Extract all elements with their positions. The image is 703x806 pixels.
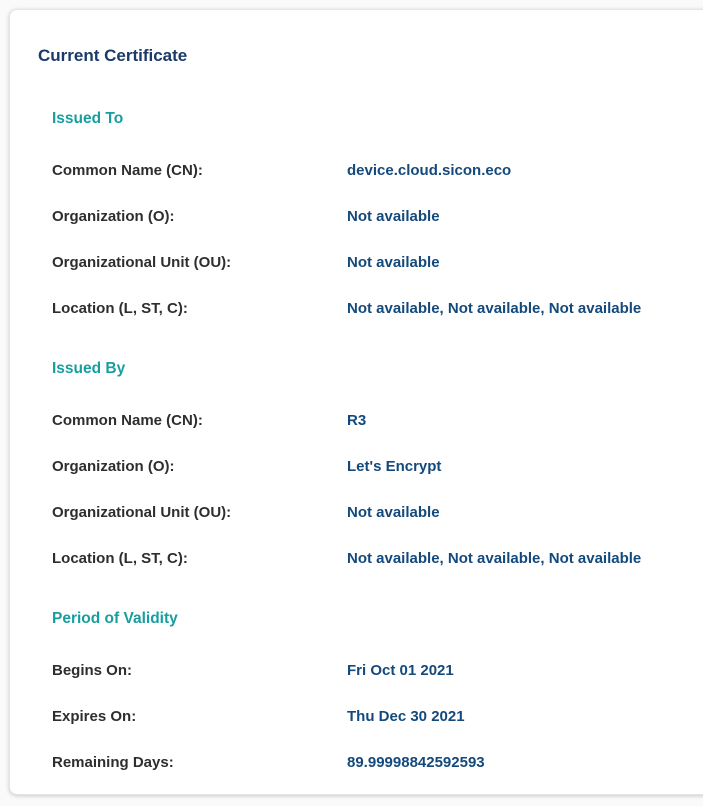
section-heading-period-of-validity: Period of Validity: [52, 610, 178, 627]
field-label: Location (L, ST, C):: [52, 549, 188, 567]
field-value: Thu Dec 30 2021: [347, 707, 465, 725]
section-issued-to: [52, 109, 681, 331]
field-value: Not available, Not available, Not available: [347, 549, 642, 567]
section-heading-issued-by: Issued By: [52, 360, 126, 377]
row-issued-by-organization: [52, 443, 681, 489]
section-issued-by: [52, 359, 681, 581]
field-label: Organizational Unit (OU):: [52, 503, 232, 521]
card-title: Current Certificate: [38, 46, 188, 65]
row-issued-by-location: [52, 535, 681, 581]
field-value: Fri Oct 01 2021: [347, 661, 454, 679]
section-period-of-validity: [52, 609, 681, 785]
row-remaining-days: [52, 739, 681, 785]
row-issued-to-location: [52, 285, 681, 331]
field-label: Organization (O):: [52, 207, 175, 225]
field-value: Not available: [347, 253, 440, 271]
certificate-sections: [38, 109, 681, 785]
row-issued-by-organizational-unit: [52, 489, 681, 535]
field-value: device.cloud.sicon.eco: [347, 161, 512, 179]
row-issued-to-organizational-unit: [52, 239, 681, 285]
row-issued-by-common-name: [52, 397, 681, 443]
row-issued-to-organization: [52, 193, 681, 239]
row-begins-on: [52, 647, 681, 693]
field-label: Expires On:: [52, 707, 137, 725]
section-heading-issued-to: Issued To: [52, 110, 124, 127]
field-label: Location (L, ST, C):: [52, 299, 188, 317]
field-label: Common Name (CN):: [52, 411, 203, 429]
field-label: Begins On:: [52, 661, 133, 679]
field-label: Common Name (CN):: [52, 161, 203, 179]
field-value: 89.99998842592593: [347, 753, 485, 771]
field-label: Remaining Days:: [52, 753, 174, 771]
row-issued-to-common-name: [52, 147, 681, 193]
field-value: R3: [347, 411, 367, 429]
row-expires-on: [52, 693, 681, 739]
field-label: Organization (O):: [52, 457, 175, 475]
field-label: Organizational Unit (OU):: [52, 253, 232, 271]
current-certificate-card: [9, 9, 703, 795]
field-value: Not available, Not available, Not available: [347, 299, 642, 317]
field-value: Let's Encrypt: [347, 457, 442, 475]
field-value: Not available: [347, 503, 440, 521]
field-value: Not available: [347, 207, 440, 225]
